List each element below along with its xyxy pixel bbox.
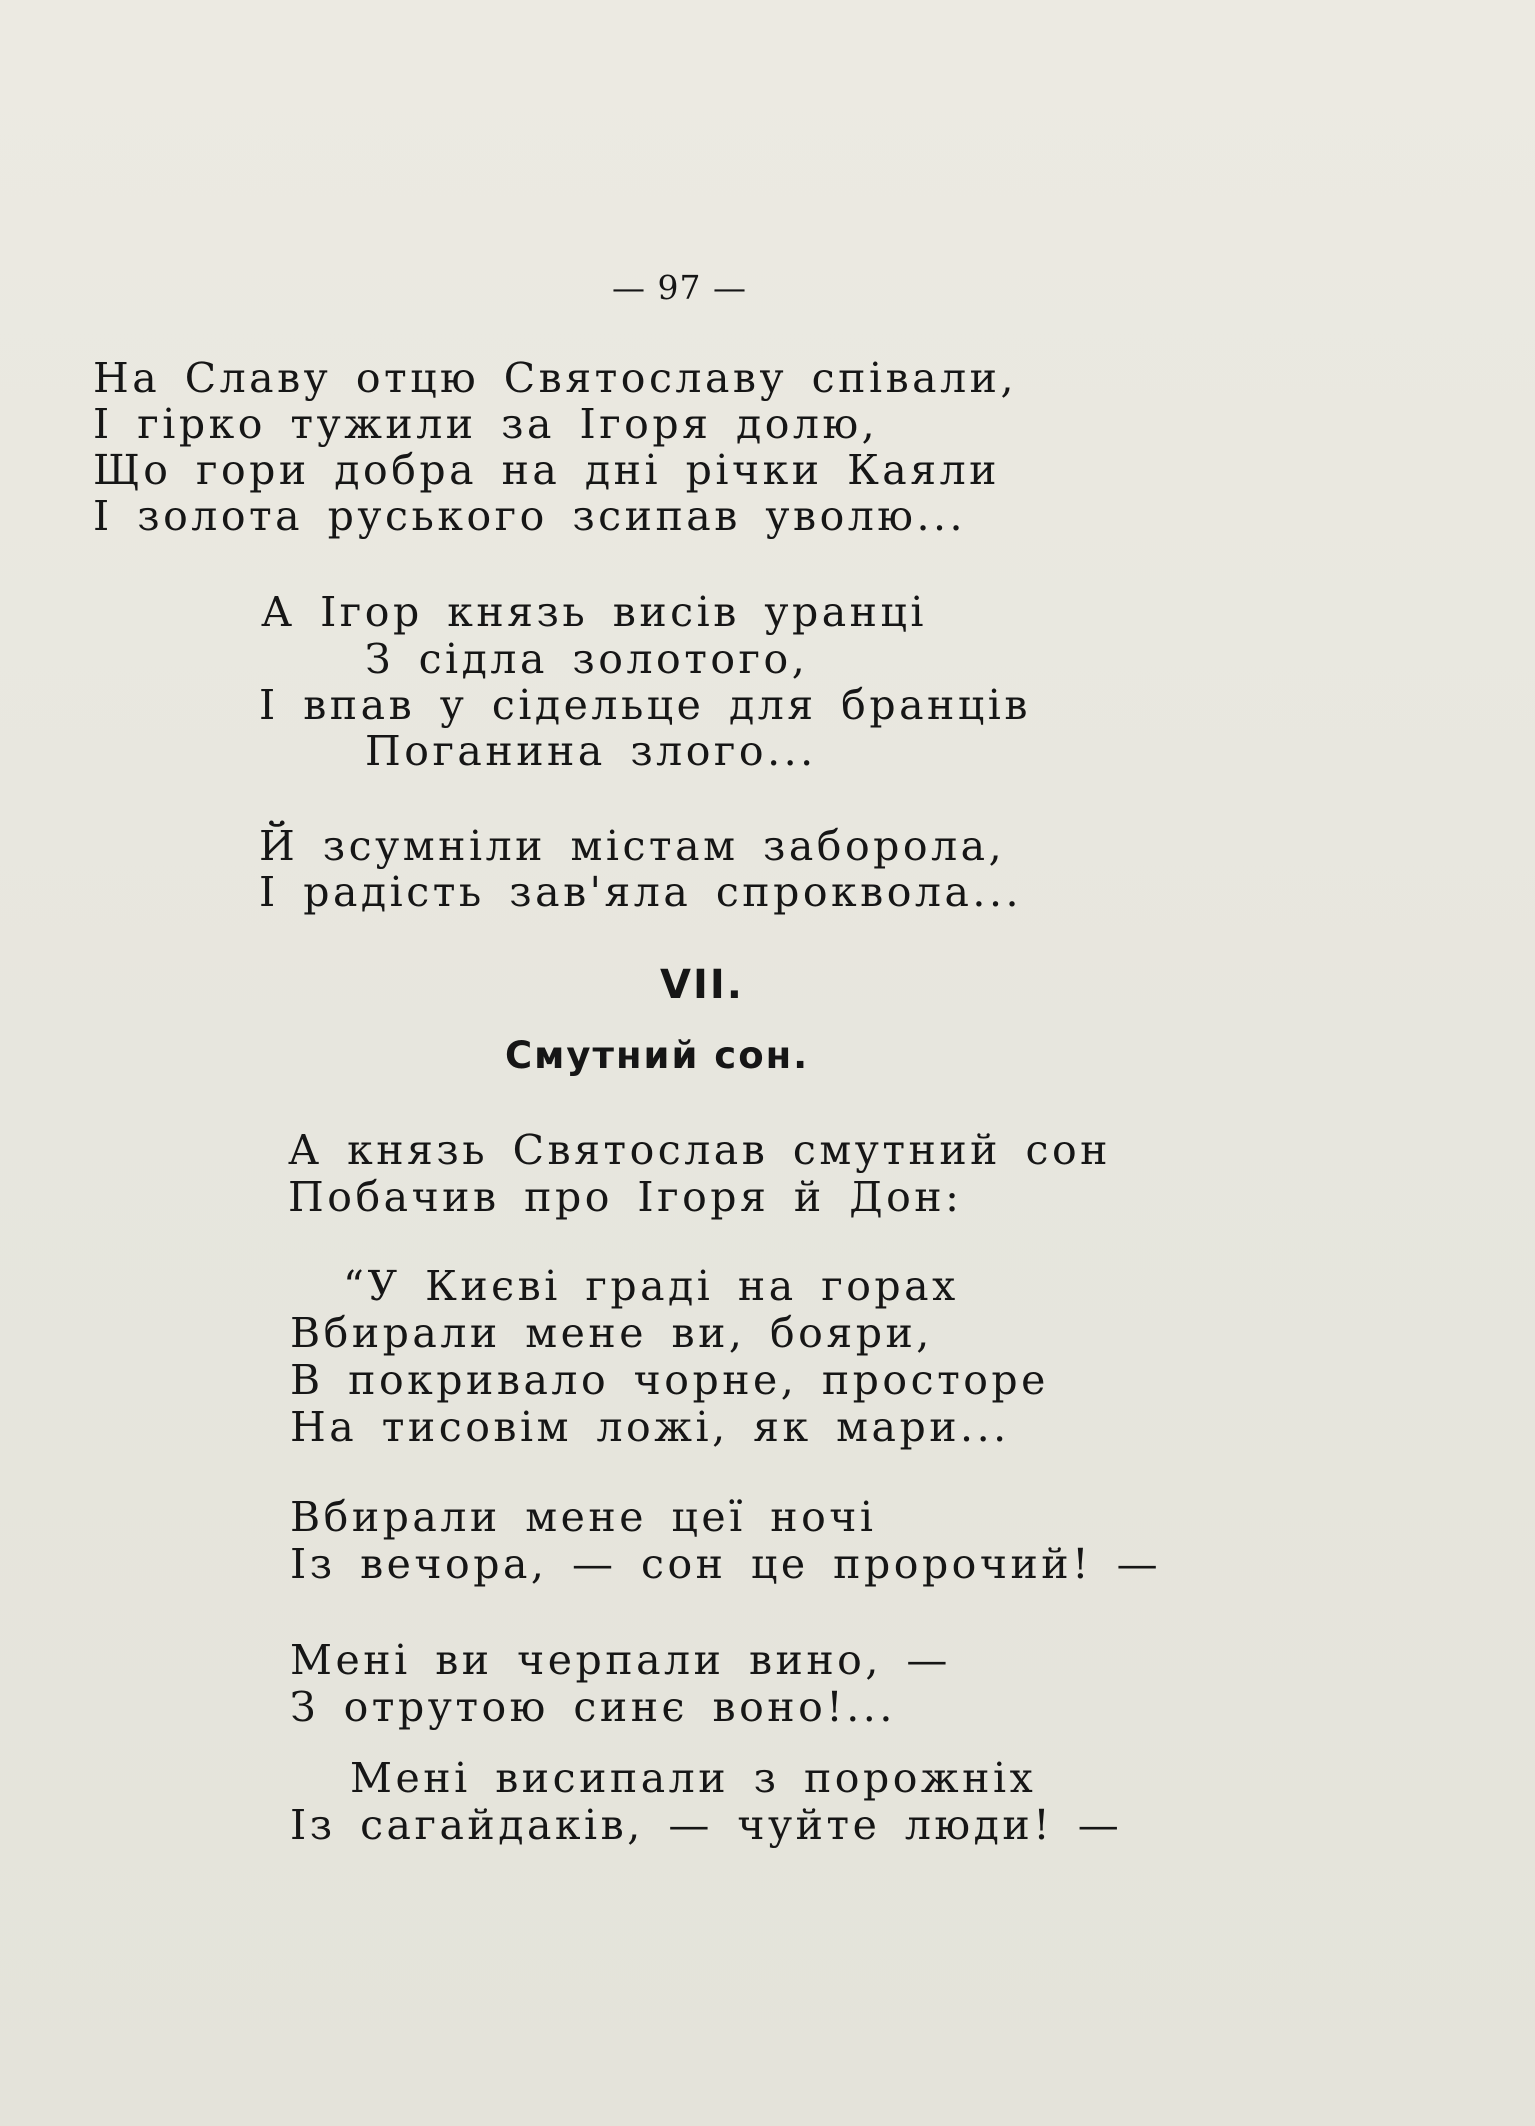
page-number: — 97 — [612, 268, 747, 307]
verse-line: А Ігор князь висів уранці [261, 588, 927, 636]
verse-line: “У Києві граді на горах [343, 1262, 959, 1310]
verse-line: З сідла золотого, [365, 635, 809, 683]
verse-line: Вбирали мене ви, бояри, [290, 1309, 933, 1357]
verse-line: І впав у сідельце для бранців [259, 681, 1031, 729]
verse-line: Вбирали мене цеї ночі [290, 1493, 877, 1541]
verse-line: І золота руського зсипав уволю... [93, 492, 967, 540]
verse-line: Із сагайдаків, — чуйте люди! — [290, 1801, 1123, 1849]
verse-line: В покривало чорне, просторе [290, 1356, 1049, 1404]
section-title: Смутний сон. [505, 1034, 810, 1077]
verse-line: І гірко тужили за Ігоря долю, [93, 400, 879, 448]
verse-line: Й зсумніли містам заборола, [259, 822, 1006, 870]
verse-line: Побачив про Ігоря й Дон: [288, 1173, 963, 1221]
verse-line: А князь Святослав смутний сон [288, 1126, 1112, 1174]
section-numeral: VII. [660, 962, 744, 1008]
verse-line: Що гори добра на дні річки Каяли [93, 446, 1000, 494]
verse-line: Мені висипали з порожніх [350, 1754, 1037, 1802]
verse-line: На тисовім ложі, як мари... [290, 1403, 1010, 1451]
verse-line: З отрутою синє воно!... [290, 1683, 896, 1731]
verse-line: Мені ви черпали вино, — [290, 1636, 951, 1684]
verse-line: Поганина злого... [365, 727, 817, 775]
verse-line: Із вечора, — сон це пророчий! — [290, 1540, 1162, 1588]
verse-line: На Славу отцю Святославу співали, [93, 354, 1017, 402]
verse-line: І радість зав'яла спроквола... [259, 868, 1023, 916]
